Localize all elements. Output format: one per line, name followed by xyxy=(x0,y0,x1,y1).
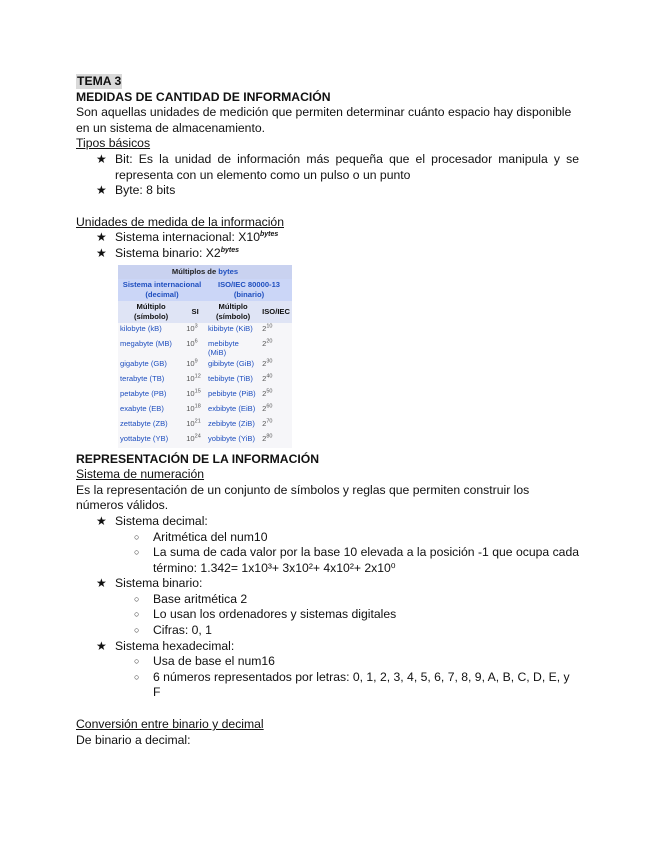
section-title-representacion: REPRESENTACIÓN DE LA INFORMACIÓN xyxy=(76,451,320,466)
unidades-list xyxy=(76,230,579,261)
byte-multiples-table-wrap xyxy=(118,265,579,448)
medidas-intro: Son aquellas unidades de medición que permiten determinar cuánto espacio hay disponible en un sistema de almacenamiento. xyxy=(76,105,572,135)
list-item xyxy=(76,230,579,246)
table-caption xyxy=(118,265,292,279)
si-power: $10^{24}$ xyxy=(184,433,206,448)
tipos-list xyxy=(76,152,579,199)
sistemas-list xyxy=(76,514,579,701)
sub-list-item: ○ Base aritmética 2 xyxy=(115,592,579,608)
col-header-multiple-si: Múltiplo (símbolo) xyxy=(118,301,184,323)
sub-list-item: ○ Cifras: 0, 1 xyxy=(115,623,579,639)
list-item xyxy=(76,246,579,262)
decimal-label: Sistema decimal: xyxy=(115,513,208,528)
numeracion-intro: Es la representación de un conjunto de símbolos y reglas que permiten construir los números válidos. xyxy=(76,482,530,513)
numeracion-heading: Sistema de numeración xyxy=(76,467,205,482)
group-header-si[interactable]: Sistema internacional (decimal) xyxy=(118,279,206,301)
iso-unit-link[interactable]: gibibyte (GiB) xyxy=(206,358,260,373)
unit-bin-text: Sistema binario: X2 xyxy=(115,245,221,260)
unidades-heading: Unidades de medida de la información xyxy=(76,214,284,229)
table-body xyxy=(118,323,292,448)
list-item: ★ Byte: 8 bits xyxy=(76,183,579,199)
unit-si-sup: bytes xyxy=(259,231,279,239)
si-unit-link[interactable]: exabyte (EB) xyxy=(118,403,184,418)
table-row xyxy=(118,403,292,418)
si-unit-link[interactable]: zettabyte (ZB) xyxy=(118,418,184,433)
col-header-multiple-iso: Múltiplo (símbolo) xyxy=(206,301,260,323)
iso-power: $2^{20}$ xyxy=(260,338,292,358)
sub-list-item: ○ 6 números representados por letras: 0, 1, 2, 3, 4, 5, 6, 7, 8, 9, A, B, C, D, E, y F xyxy=(115,670,579,701)
unit-si-text: Sistema internacional: X10 xyxy=(115,230,260,245)
sub-list-item: ○ La suma de cada valor por la base 10 elevada a la posición -1 que ocupa cada término: 1.342= 1x10³+ 3x10²+ 4x10²+ 2x10⁰ xyxy=(115,545,579,576)
tipos-heading: Tipos básicos xyxy=(76,136,151,151)
iso-unit-link[interactable]: exbibyte (EiB) xyxy=(206,403,260,418)
conversion-subheading: De binario a decimal: xyxy=(76,732,191,747)
iso-power: $2^{50}$ xyxy=(260,388,292,403)
list-item: ★ Bit: Es la unidad de información más pequeña que el procesador manipula y se representa con un elemento como un pulso o un punto xyxy=(76,152,579,183)
list-item-binario xyxy=(76,576,579,638)
hexa-label: Sistema hexadecimal: xyxy=(115,638,235,653)
table-caption-link[interactable]: bytes xyxy=(218,267,239,277)
byte-multiples-table xyxy=(118,265,292,448)
section-title-medidas: MEDIDAS DE CANTIDAD DE INFORMACIÓN xyxy=(76,89,331,104)
iso-power: $2^{40}$ xyxy=(260,373,292,388)
sub-list-item: ○ Aritmética del num10 xyxy=(115,530,579,546)
table-row xyxy=(118,338,292,358)
iso-power: $2^{60}$ xyxy=(260,403,292,418)
iso-power: $2^{70}$ xyxy=(260,418,292,433)
table-row xyxy=(118,323,292,338)
si-unit-link[interactable]: gigabyte (GB) xyxy=(118,358,184,373)
list-item-hexadecimal xyxy=(76,639,579,701)
col-header-iso[interactable]: ISO/IEC xyxy=(260,301,292,323)
iso-unit-link[interactable]: zebibyte (ZiB) xyxy=(206,418,260,433)
binario-label: Sistema binario: xyxy=(115,576,203,591)
iso-unit-link[interactable]: mebibyte (MiB) xyxy=(206,338,260,358)
si-power: $10^{18}$ xyxy=(184,403,206,418)
si-unit-link[interactable]: megabyte (MB) xyxy=(118,338,184,358)
si-power: $10^{21}$ xyxy=(184,418,206,433)
col-header-si[interactable]: SI xyxy=(184,301,206,323)
iso-unit-link[interactable]: kibibyte (KiB) xyxy=(206,323,260,338)
list-item-decimal xyxy=(76,514,579,576)
si-power: $10^9$ xyxy=(184,358,206,373)
si-power: $10^{15}$ xyxy=(184,388,206,403)
binario-sublist xyxy=(115,592,579,639)
table-row xyxy=(118,373,292,388)
iso-power: $2^{10}$ xyxy=(260,323,292,338)
hexa-sublist xyxy=(115,654,579,701)
iso-power: $2^{30}$ xyxy=(260,358,292,373)
table-row xyxy=(118,418,292,433)
decimal-sublist xyxy=(115,530,579,577)
table-row xyxy=(118,388,292,403)
si-unit-link[interactable]: terabyte (TB) xyxy=(118,373,184,388)
iso-unit-link[interactable]: tebibyte (TiB) xyxy=(206,373,260,388)
sub-list-item: ○ Usa de base el num16 xyxy=(115,654,579,670)
conversion-heading: Conversión entre binario y decimal xyxy=(76,717,264,732)
si-unit-link[interactable]: petabyte (PB) xyxy=(118,388,184,403)
topic-label: TEMA 3 xyxy=(77,74,122,88)
si-unit-link[interactable]: yottabyte (YB) xyxy=(118,433,184,448)
table-row xyxy=(118,358,292,373)
iso-unit-link[interactable]: yobibyte (YiB) xyxy=(206,433,260,448)
si-power: $10^6$ xyxy=(184,338,206,358)
group-header-iso[interactable]: ISO/IEC 80000-13 (binario) xyxy=(206,279,292,301)
si-unit-link[interactable]: kilobyte (kB) xyxy=(118,323,184,338)
si-power: $10^3$ xyxy=(184,323,206,338)
table-caption-text: Múltiplos de xyxy=(171,267,219,277)
iso-unit-link[interactable]: pebibyte (PiB) xyxy=(206,388,260,403)
iso-power: $2^{80}$ xyxy=(260,433,292,448)
unit-bin-sup: bytes xyxy=(220,246,239,254)
document-content xyxy=(76,74,579,748)
sub-list-item: ○ Lo usan los ordenadores y sistemas digitales xyxy=(115,607,579,623)
si-power: $10^{12}$ xyxy=(184,373,206,388)
table-row xyxy=(118,433,292,448)
